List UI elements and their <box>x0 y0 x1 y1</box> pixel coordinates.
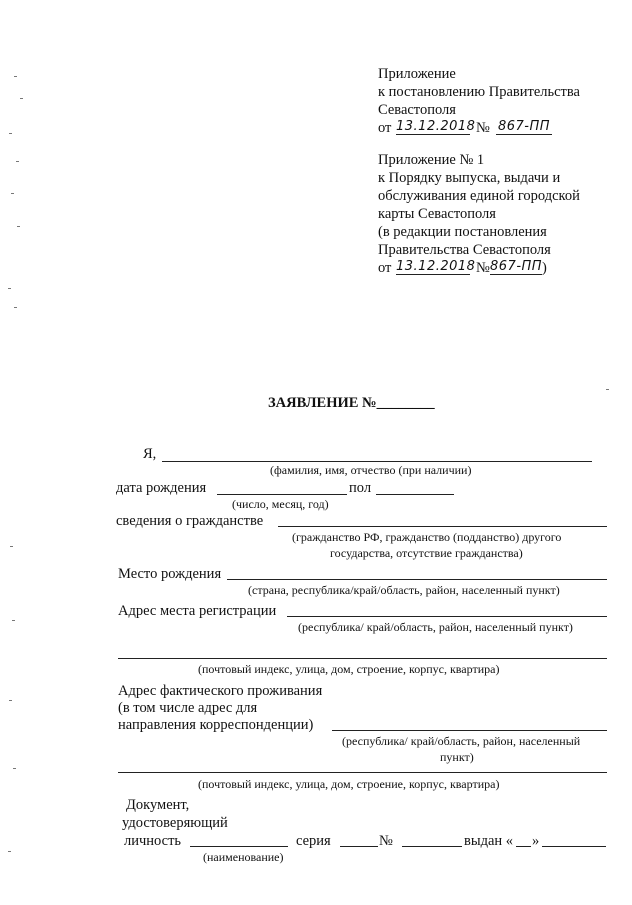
citizenship-field[interactable] <box>278 526 607 527</box>
scan-speck <box>14 307 17 308</box>
doc-label: удостоверяющий <box>122 815 228 831</box>
birthplace-field[interactable] <box>227 579 607 580</box>
scan-speck <box>8 288 11 289</box>
appendix-number-prefix: № <box>476 120 490 136</box>
scan-speck <box>10 546 13 547</box>
scan-speck <box>20 98 23 99</box>
citizenship-label: сведения о гражданстве <box>116 513 264 529</box>
scan-speck <box>9 133 12 134</box>
series-label: серия <box>296 833 331 849</box>
birthplace-caption: (страна, республика/край/область, район, населенный пункт) <box>248 583 560 597</box>
i-label: Я, <box>143 446 157 462</box>
appendix-from-prefix: от <box>378 260 392 276</box>
appendix-date-handwritten: 13.12.2018 <box>396 119 476 134</box>
reg-address-label: Адрес места регистрации <box>118 603 277 619</box>
appendix-line: обслуживания единой городской <box>378 188 580 204</box>
scan-speck <box>17 226 20 227</box>
actual-address-caption: (республика/ край/область, район, населенный <box>342 734 581 748</box>
sex-field[interactable] <box>376 494 454 495</box>
actual-address-street-field[interactable] <box>118 772 607 773</box>
doc-series-field[interactable] <box>340 846 378 847</box>
scan-speck <box>13 768 16 769</box>
doc-name-field[interactable] <box>190 846 288 847</box>
full-name-caption: (фамилия, имя, отчество (при наличии) <box>270 463 472 477</box>
citizenship-caption: (гражданство РФ, гражданство (подданство) другого <box>292 530 562 544</box>
appendix-from-prefix: от <box>378 120 392 136</box>
appendix-closing-paren: ) <box>542 260 547 276</box>
doc-name-caption: (наименование) <box>203 850 284 864</box>
actual-address-region-field[interactable] <box>332 730 607 731</box>
appendix-line: к постановлению Правительства <box>378 84 580 100</box>
scan-speck <box>11 193 14 194</box>
actual-address-label: направления корреспонденции) <box>118 717 314 733</box>
scan-speck <box>16 161 19 162</box>
doc-number-field[interactable] <box>402 846 462 847</box>
issued-quote: » <box>532 833 540 849</box>
appendix-line: к Порядку выпуска, выдачи и <box>378 170 561 186</box>
appendix-line: карты Севастополя <box>378 206 496 222</box>
birthplace-label: Место рождения <box>118 566 222 582</box>
issued-day-field[interactable] <box>516 846 531 847</box>
appendix-number-handwritten: 867-ПП <box>490 259 543 274</box>
appendix-number-prefix: № <box>476 260 490 276</box>
number-label: № <box>379 833 393 849</box>
reg-address-street-field[interactable] <box>118 658 607 659</box>
scan-speck <box>14 76 17 77</box>
appendix-line: Приложение <box>378 66 456 82</box>
reg-address-region-field[interactable] <box>287 616 607 617</box>
scan-speck <box>8 851 11 852</box>
doc-label: личность <box>124 833 182 849</box>
issued-label: выдан « <box>464 833 514 849</box>
scan-speck <box>9 700 12 701</box>
doc-label: Документ, <box>126 797 190 813</box>
appendix-line: Приложение № 1 <box>378 152 485 168</box>
birthdate-field[interactable] <box>217 494 347 495</box>
scan-speck <box>12 620 15 621</box>
actual-address-label: Адрес фактического проживания <box>118 683 323 699</box>
appendix-line: Правительства Севастополя <box>378 242 551 258</box>
sex-label: пол <box>349 480 372 496</box>
appendix-line: Севастополя <box>378 102 456 118</box>
actual-address-label: (в том числе адрес для <box>118 700 258 716</box>
issued-month-field[interactable] <box>542 846 606 847</box>
reg-address-caption: (республика/ край/область, район, населенный пункт) <box>298 620 573 634</box>
appendix-date-handwritten: 13.12.2018 <box>396 259 476 274</box>
reg-address-caption: (почтовый индекс, улица, дом, строение, корпус, квартира) <box>198 662 500 676</box>
birthdate-caption: (число, месяц, год) <box>232 497 329 511</box>
document-title: ЗАЯВЛЕНИЕ №________ <box>268 395 435 411</box>
actual-address-caption: (почтовый индекс, улица, дом, строение, корпус, квартира) <box>198 777 500 791</box>
citizenship-caption: государства, отсутствие гражданства) <box>330 546 523 560</box>
full-name-field[interactable] <box>162 461 592 462</box>
appendix-number-handwritten: 867-ПП <box>497 119 551 134</box>
birthdate-label: дата рождения <box>116 480 207 496</box>
actual-address-caption: пункт) <box>440 750 474 764</box>
scan-speck <box>606 389 609 390</box>
appendix-line: (в редакции постановления <box>378 224 547 240</box>
